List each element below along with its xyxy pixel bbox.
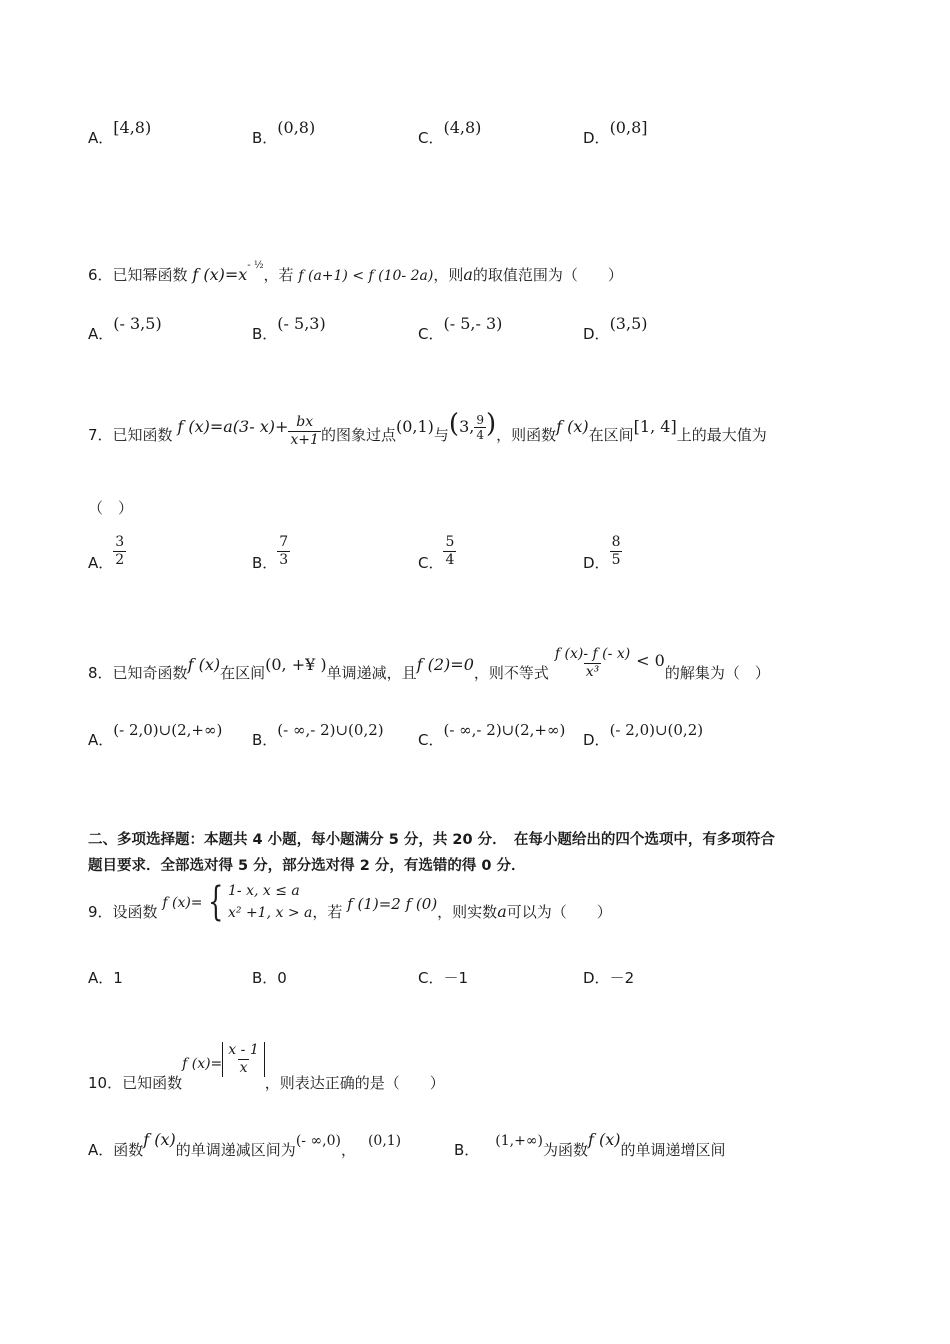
math-expression: f (x)=	[162, 894, 203, 911]
math-expression: f (x)	[143, 1130, 176, 1149]
option-label: C．	[418, 554, 444, 572]
math-fraction	[474, 413, 486, 442]
math-expression: f (1)=2 f (0)	[347, 894, 438, 913]
question-number: 6．	[88, 266, 113, 284]
math-variable: a	[497, 901, 507, 921]
fraction-numerator: bx	[296, 414, 314, 430]
q9-option-d	[583, 968, 634, 988]
text: （ ）	[88, 499, 134, 517]
question-8	[88, 646, 770, 691]
text: 在区间	[588, 426, 634, 444]
question-6	[88, 262, 623, 286]
text: 的单调递减区间为	[175, 1141, 296, 1159]
question-7	[88, 409, 767, 453]
option-label: C．	[418, 325, 444, 343]
fraction-denominator: 2	[115, 552, 125, 568]
option-math: (- 2,0)∪(2,+∞)	[113, 721, 223, 739]
option-label: D．	[583, 969, 610, 987]
text: 函数	[113, 1141, 144, 1159]
option-label: A．	[88, 325, 114, 343]
option-label: C．	[418, 731, 444, 749]
option-math: (- 3,5)	[113, 314, 162, 333]
brace-glyph: {	[207, 879, 223, 925]
option-label: D．	[583, 554, 610, 572]
option-label: B．	[252, 129, 278, 147]
option-math: (3,5)	[609, 314, 648, 333]
q5-option-c	[418, 118, 482, 148]
text: ，则表达正确的是（ ）	[264, 1074, 445, 1092]
text: 在区间	[220, 664, 266, 682]
q8-option-a	[88, 721, 223, 750]
q7-option-b	[252, 534, 290, 572]
text: ，若	[312, 902, 343, 921]
option-math: (- 5,3)	[277, 314, 326, 333]
math-variable: a	[463, 265, 473, 284]
option-label: D．	[583, 325, 610, 343]
fraction-numerator: 8	[611, 534, 621, 550]
option-label: B．	[252, 554, 278, 572]
q8-option-c	[418, 721, 566, 750]
option-math: [4,8)	[113, 118, 152, 137]
math-expression: f (a+1) < f (10- 2a)	[298, 268, 434, 284]
option-math: (4,8)	[443, 118, 482, 137]
question-7-paren	[88, 498, 133, 518]
option-label: B．	[252, 969, 278, 987]
math-fraction	[288, 414, 321, 449]
text: 已知函数	[112, 426, 173, 444]
math-interval: (- ∞,0)	[295, 1133, 341, 1149]
q8-option-b	[252, 721, 384, 750]
option-fraction	[443, 534, 456, 569]
section-2-heading-line1: 二、多项选择题：本题共 4 小题，每小题满分 5 分，共 20 分． 在每小题给出的四个选项中，有多项符合	[88, 832, 775, 848]
q9-option-b	[252, 968, 287, 988]
q10-option-b	[454, 1130, 726, 1161]
text: 已知幂函数	[112, 266, 188, 284]
option-fraction	[610, 534, 623, 569]
q5-option-a	[88, 118, 152, 148]
q9-option-a	[88, 968, 123, 988]
math-expression: f (x)=a(3- x)+	[177, 417, 289, 436]
text: ，则	[433, 266, 464, 284]
text: 已知函数	[122, 1074, 183, 1092]
math-expression: f (x)	[187, 655, 221, 674]
text: ，	[340, 1141, 356, 1159]
option-text: －1	[443, 969, 469, 987]
option-math: (- 2,0)∪(0,2)	[609, 721, 704, 739]
text: 的取值范围为（ ）	[472, 266, 623, 284]
option-label: A．	[88, 554, 114, 572]
piecewise-cases	[228, 880, 312, 924]
math-interval: [1, 4]	[633, 417, 677, 436]
point-coordinate: 3,	[459, 417, 475, 436]
q7-option-c	[418, 534, 456, 572]
question-number: 7．	[88, 426, 113, 444]
question-number: 10．	[88, 1074, 123, 1092]
option-label: A．	[88, 1141, 114, 1159]
math-point: (0,1)	[395, 417, 434, 436]
text: 为函数	[542, 1141, 588, 1159]
math-inequality: < 0	[636, 651, 665, 670]
option-label: B．	[252, 731, 278, 749]
option-text: 1	[113, 969, 123, 987]
math-point	[448, 409, 497, 442]
math-expression: f (x)	[556, 417, 589, 436]
option-math: (0,8]	[609, 118, 648, 137]
q5-option-d	[583, 118, 648, 148]
paren-right: )	[485, 409, 497, 439]
math-exponent: - ½	[247, 260, 264, 271]
q8-option-d	[583, 721, 704, 750]
math-expression: f (x)=x	[192, 265, 248, 284]
text: 上的最大值为	[676, 426, 767, 444]
option-text: －2	[609, 969, 635, 987]
fraction-denominator: x³	[585, 664, 600, 680]
fraction-numerator: 7	[279, 534, 289, 550]
q10-option-a	[88, 1130, 402, 1161]
option-math: (- 5,- 3)	[443, 314, 503, 333]
option-fraction	[113, 534, 126, 569]
option-fraction	[277, 534, 290, 569]
question-10	[88, 1042, 445, 1092]
text: 可以为（ ）	[506, 902, 612, 921]
math-interval: (1,+∞)	[495, 1133, 543, 1149]
math-interval: (0,1)	[367, 1133, 402, 1149]
section-2-heading-line2: 题目要求．全部选对得 5 分，部分选对得 2 分，有选错的得 0 分．	[88, 858, 526, 874]
option-label: D．	[583, 731, 610, 749]
option-math: (0,8)	[277, 118, 316, 137]
fraction-numerator: f (x)- f (- x)	[554, 646, 631, 662]
paren-left: (	[448, 409, 460, 439]
text: ，则不等式	[473, 664, 549, 682]
text: 设函数	[112, 902, 158, 921]
option-label: B．	[454, 1141, 480, 1159]
q7-option-d	[583, 534, 622, 572]
text: 的单调递增区间	[620, 1141, 726, 1159]
text: 单调递减，且	[326, 664, 417, 682]
option-label: A．	[88, 129, 114, 147]
text: ，则实数	[437, 902, 498, 921]
fraction-denominator: x	[239, 1060, 248, 1076]
fraction-numerator: 3	[115, 534, 125, 550]
fraction-denominator: 4	[445, 552, 455, 568]
text: 与	[433, 426, 449, 444]
math-expression: f (2)=0	[416, 655, 474, 674]
math-expression: f (x)=	[182, 1056, 223, 1072]
option-label: B．	[252, 325, 278, 343]
option-label: A．	[88, 731, 114, 749]
option-math: (- ∞,- 2)∪(0,2)	[277, 721, 384, 739]
fraction-denominator: 3	[279, 552, 289, 568]
question-9	[88, 880, 612, 924]
option-label: C．	[418, 129, 444, 147]
fraction-numerator: 9	[476, 413, 484, 427]
question-number: 9．	[88, 902, 113, 921]
text: 的图象过点	[320, 426, 396, 444]
question-number: 8．	[88, 664, 113, 682]
math-interval: (0, +¥ )	[265, 655, 327, 674]
math-fraction	[549, 646, 636, 681]
case-1: 1- x, x ≤ a	[227, 883, 300, 899]
math-expression: f (x)	[588, 1130, 621, 1149]
q7-option-a	[88, 534, 126, 572]
q6-option-a	[88, 314, 162, 344]
fraction-denominator: 5	[611, 552, 621, 568]
q9-option-c	[418, 968, 468, 988]
piecewise-brace	[203, 880, 313, 924]
text: 的解集为（ ）	[664, 664, 770, 682]
fraction-denominator: x+1	[290, 432, 319, 448]
option-label: A．	[88, 969, 114, 987]
q6-option-b	[252, 314, 326, 344]
text: ，若	[263, 266, 294, 284]
fraction-numerator: 5	[445, 534, 455, 550]
q6-option-c	[418, 314, 503, 344]
q6-option-d	[583, 314, 648, 344]
option-text: 0	[277, 969, 287, 987]
q5-option-b	[252, 118, 316, 148]
text: 已知奇函数	[112, 664, 188, 682]
option-label: C．	[418, 969, 444, 987]
text: ，则函数	[496, 426, 557, 444]
fraction-numerator: x - 1	[228, 1042, 259, 1058]
fraction-denominator: 4	[476, 428, 484, 442]
option-label: D．	[583, 129, 610, 147]
absolute-value	[222, 1042, 264, 1077]
math-fraction	[226, 1042, 260, 1077]
case-2: x² +1, x > a	[227, 905, 313, 921]
option-math: (- ∞,- 2)∪(2,+∞)	[443, 721, 566, 739]
